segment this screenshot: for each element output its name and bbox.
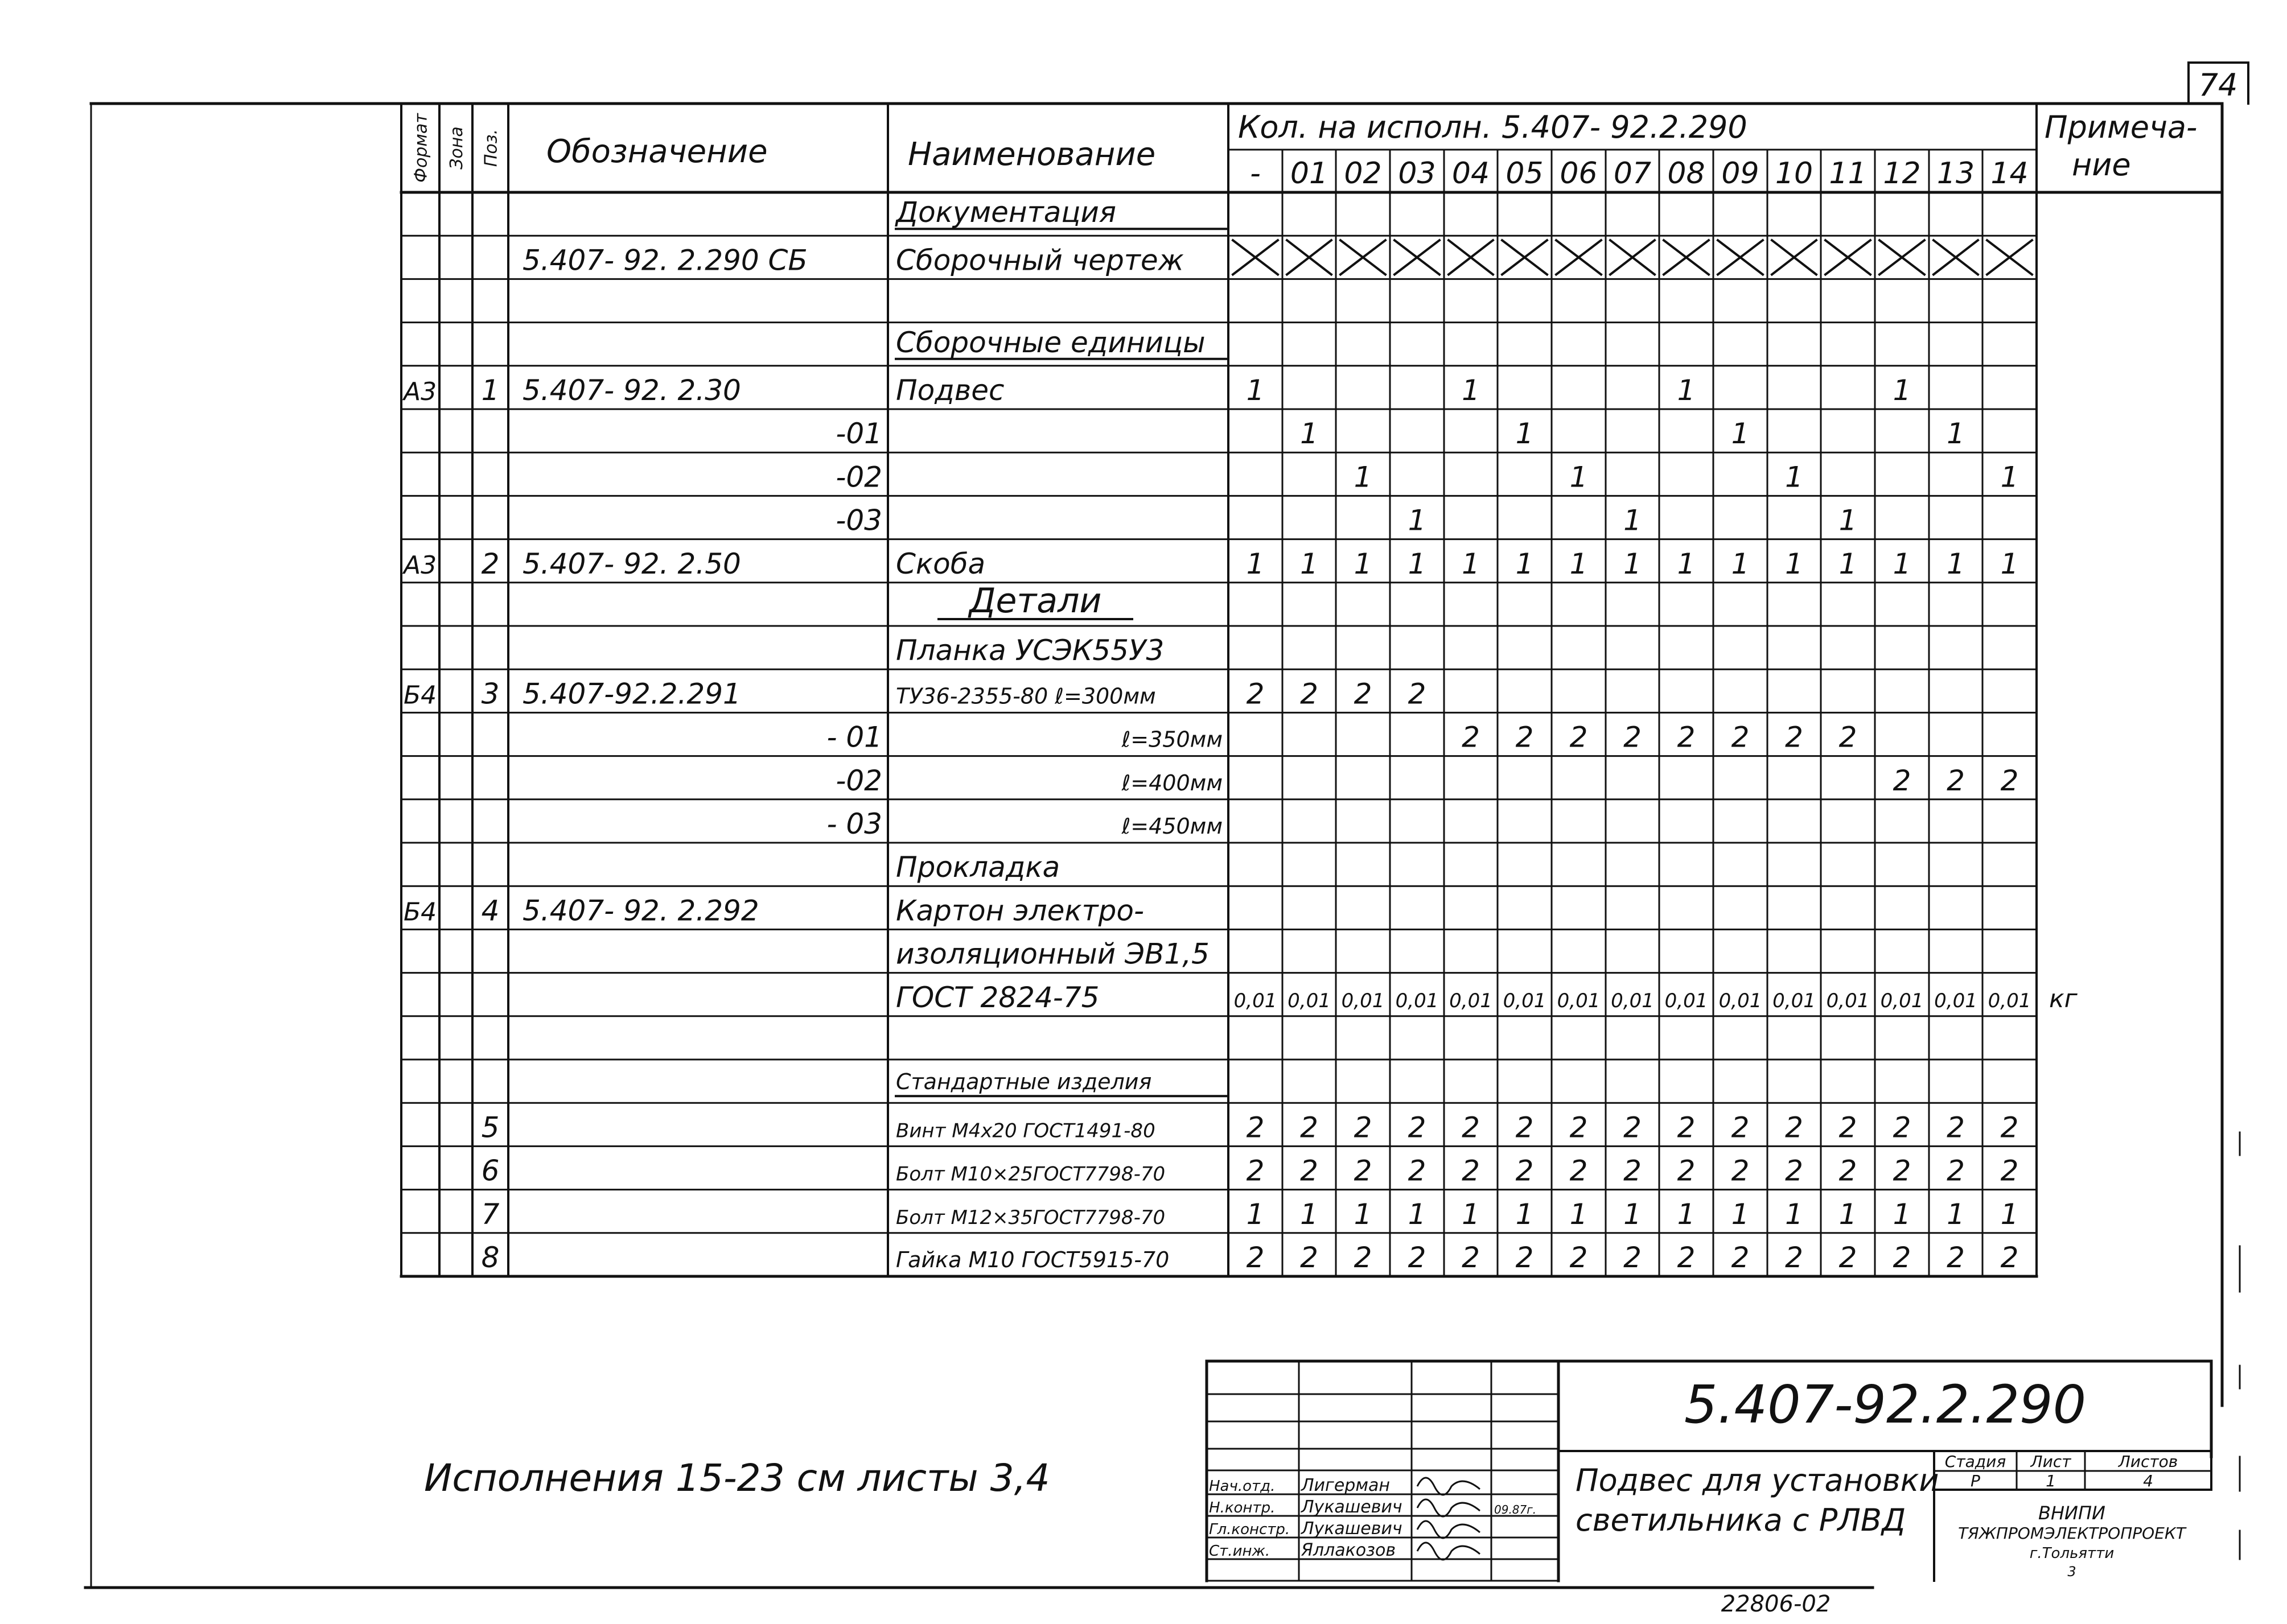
table-row [482, 1241, 2019, 1274]
qty-value: 0,01 [1664, 989, 1708, 1012]
signature-scribble [1417, 1478, 1480, 1495]
cell-pos: 7 [481, 1197, 500, 1231]
qty-value: 2 [1300, 677, 1318, 711]
qty-value: 0,01 [1341, 989, 1385, 1012]
cell-name: Гайка М10 ГОСТ5915-70 [896, 1247, 1170, 1272]
qty-value: 2 [1246, 1111, 1265, 1144]
page-number: 74 [2198, 67, 2238, 103]
title-block [1207, 1361, 2211, 1581]
qty-value: 0,01 [1233, 989, 1277, 1012]
qty-value: 1 [1677, 374, 1696, 407]
qty-value: 0,01 [1880, 989, 1924, 1012]
signature-entry [1209, 1540, 1480, 1560]
qty-value: 2 [1677, 1154, 1696, 1188]
qty-value: 2 [2000, 1154, 2019, 1188]
qty-value: 1 [1785, 460, 1803, 494]
qty-value: 2 [1462, 1111, 1480, 1144]
qty-value: 1 [1354, 460, 1372, 494]
qty-value: 2 [1677, 1111, 1696, 1144]
organization-stamp [1958, 1502, 2187, 1580]
qty-value: 2 [1947, 1241, 1965, 1274]
cell-name: ℓ=450мм [1121, 814, 1223, 839]
cell-designation: 5.407- 92. 2.30 [523, 374, 741, 407]
variant-header-5: 05 [1506, 156, 1544, 191]
table-row [482, 1198, 2019, 1231]
cell-name: Подвес [896, 374, 1005, 407]
document-code: 5.407-92.2.290 [1684, 1374, 2087, 1435]
document-title-line1: Подвес для установки [1576, 1462, 1939, 1498]
table-row [896, 1069, 1226, 1096]
signature-name: Яллакозов [1301, 1540, 1396, 1560]
qty-value: 1 [1462, 1197, 1480, 1231]
variants-note: Исполнения 15-23 см листы 3,4 [424, 1456, 1050, 1500]
qty-value: 2 [1785, 1154, 1803, 1188]
qty-cross-mark [1610, 240, 1655, 274]
qty-value: 1 [2000, 1197, 2019, 1231]
qty-cross-mark [1287, 240, 1331, 274]
qty-value: 2 [1731, 720, 1750, 754]
qty-value: 2 [1515, 1241, 1534, 1274]
qty-value: 1 [1515, 417, 1534, 451]
qty-cross-mark [1718, 240, 1763, 274]
qty-value: 2 [1300, 1241, 1318, 1274]
qty-value: 2 [1354, 1241, 1372, 1274]
specification-table [401, 104, 2222, 1276]
cell-name: изоляционный ЭВ1,5 [896, 937, 1210, 971]
variant-header-7: 07 [1613, 156, 1652, 191]
qty-value: 1 [2000, 460, 2019, 494]
document-title-line2: светильника с РЛВД [1576, 1502, 1906, 1538]
qty-value: 1 [1300, 547, 1318, 580]
qty-cross-mark [1233, 240, 1278, 274]
cell-name: ℓ=350мм [1121, 727, 1223, 752]
table-row [482, 1155, 2019, 1188]
cell-designation: 5.407- 92. 2.290 СБ [523, 244, 808, 277]
cell-name: ГОСТ 2824-75 [896, 980, 1100, 1014]
cell-designation: - 01 [826, 720, 882, 754]
table-row [826, 807, 1223, 840]
qty-value: 1 [1623, 1197, 1642, 1231]
variant-header-10: 10 [1775, 156, 1813, 191]
qty-value: 1 [1731, 1197, 1750, 1231]
qty-value: 0,01 [1288, 989, 1331, 1012]
qty-cross-mark [1825, 240, 1870, 274]
variant-header-14: 14 [1990, 156, 2029, 191]
cell-name: ТУ36-2355-80 ℓ=300мм [896, 683, 1156, 709]
qty-value: 1 [1947, 1197, 1965, 1231]
cell-designation: 5.407- 92. 2.292 [523, 894, 759, 928]
qty-value: 2 [1515, 1111, 1534, 1144]
qty-value: 1 [1838, 1197, 1857, 1231]
signature-role: Ст.инж. [1209, 1543, 1270, 1560]
qty-value: 1 [1408, 504, 1426, 537]
qty-cross-mark [1772, 240, 1816, 274]
qty-value: 0,01 [1503, 989, 1546, 1012]
qty-cross-mark [1879, 240, 1924, 274]
cell-name: Скоба [896, 547, 986, 580]
qty-value: 2 [1354, 1111, 1372, 1144]
sheet-label: Лист [2030, 1452, 2071, 1471]
variant-header-13: 13 [1936, 156, 1975, 191]
qty-value: 2 [1785, 720, 1803, 754]
header-note-line1: Примеча- [2045, 109, 2198, 145]
qty-value: 2 [2000, 1241, 2019, 1274]
qty-value: 0,01 [1772, 989, 1816, 1012]
qty-value: 2 [1623, 1154, 1642, 1188]
qty-value: 2 [1838, 1154, 1857, 1188]
qty-value: 2 [1785, 1111, 1803, 1144]
cell-pos: 4 [481, 894, 500, 928]
signature-role: Нач.отд. [1209, 1478, 1276, 1495]
qty-value: 1 [1300, 417, 1318, 451]
qty-value: 2 [1731, 1111, 1750, 1144]
org-line2: ТЯЖПРОМЭЛЕКТРОПРОЕКТ [1958, 1524, 2186, 1543]
signature-name: Лигерман [1301, 1475, 1390, 1495]
table-row [523, 240, 2032, 277]
qty-value: 1 [1408, 547, 1426, 580]
variant-header-1: 01 [1290, 156, 1328, 191]
stage-value: Р [1971, 1472, 1980, 1490]
qty-value: 2 [1623, 720, 1642, 754]
signature-name: Лукашевич [1301, 1497, 1402, 1517]
cell-format: Б4 [404, 897, 437, 927]
signature-role: Н.контр. [1209, 1499, 1276, 1516]
qty-value: 0,01 [1934, 989, 1977, 1012]
qty-value: 0,01 [1395, 989, 1439, 1012]
qty-value: 1 [1893, 374, 1911, 407]
stage-label: Стадия [1944, 1452, 2006, 1471]
qty-value: 2 [1893, 1241, 1911, 1274]
qty-value: 2 [1947, 1154, 1965, 1188]
qty-value: 2 [1677, 1241, 1696, 1274]
qty-value: 1 [1354, 1197, 1372, 1231]
variant-header-6: 06 [1560, 156, 1598, 191]
qty-value: 0,01 [1718, 989, 1762, 1012]
cell-designation: 5.407- 92. 2.50 [523, 547, 741, 580]
qty-value: 1 [1354, 547, 1372, 580]
header-pos: Поз. [481, 129, 501, 167]
qty-value: 2 [1677, 720, 1696, 754]
qty-value: 2 [1462, 1241, 1480, 1274]
qty-cross-mark [1987, 240, 2032, 274]
table-row [895, 196, 1226, 229]
qty-value: 2 [2000, 764, 2019, 797]
qty-value: 2 [1246, 1241, 1265, 1274]
qty-value: 0,01 [1611, 989, 1654, 1012]
cell-pos: 3 [481, 677, 500, 711]
cell-designation: - 03 [826, 807, 882, 840]
cell-designation: 5.407-92.2.291 [523, 677, 741, 711]
cell-pos: 6 [481, 1154, 500, 1188]
cell-name: Сборочные единицы [896, 325, 1206, 359]
qty-value: 1 [1785, 547, 1803, 580]
qty-value: 2 [1623, 1241, 1642, 1274]
signature-entry [1209, 1519, 1480, 1539]
variant-header-11: 11 [1829, 156, 1867, 191]
qty-value: 2 [1515, 720, 1534, 754]
qty-value: 2 [1462, 1154, 1480, 1188]
qty-value: 2 [1569, 1154, 1588, 1188]
cell-name: Сборочный чертеж [896, 244, 1184, 277]
qty-value: 2 [1569, 1241, 1588, 1274]
qty-value: 2 [1462, 720, 1480, 754]
qty-value: 1 [1246, 374, 1265, 407]
qty-value: 2 [1623, 1111, 1642, 1144]
table-row [896, 981, 2078, 1014]
header-name: Наименование [908, 136, 1156, 173]
qty-value: 2 [1838, 1111, 1857, 1144]
qty-value: 1 [1838, 504, 1857, 537]
signature-name: Лукашевич [1301, 1519, 1402, 1539]
cell-note: кг [2049, 984, 2078, 1013]
archive-number: 22806-02 [1721, 1591, 1831, 1617]
table-row [826, 721, 1857, 754]
cell-name: Винт М4х20 ГОСТ1491-80 [896, 1119, 1155, 1143]
signature-scribble [1417, 1543, 1480, 1560]
qty-value: 2 [1246, 677, 1265, 711]
qty-value: 1 [1893, 1197, 1911, 1231]
variant-header-3: 03 [1398, 156, 1436, 191]
qty-value: 2 [1515, 1154, 1534, 1188]
qty-value: 1 [1462, 374, 1480, 407]
qty-value: 1 [1838, 547, 1857, 580]
qty-value: 1 [1677, 1197, 1696, 1231]
table-row [896, 326, 1226, 359]
qty-cross-mark [1934, 240, 1978, 274]
signature-entry [1209, 1497, 1480, 1517]
header-note-line2: ние [2072, 147, 2131, 183]
table-row [482, 1111, 2019, 1144]
variant-header-0: - [1250, 156, 1261, 191]
signature-scribble [1417, 1521, 1480, 1538]
approval-date: 09.87г. [1494, 1503, 1537, 1516]
variant-header-2: 02 [1344, 156, 1382, 191]
table-row [402, 374, 1911, 407]
cell-name: Детали [969, 581, 1102, 621]
cell-name: Прокладка [896, 851, 1060, 884]
qty-cross-mark [1449, 240, 1493, 274]
sheets-label: Листов [2118, 1452, 2178, 1471]
qty-value: 2 [1731, 1154, 1750, 1188]
qty-value: 1 [1246, 547, 1265, 580]
qty-cross-mark [1556, 240, 1601, 274]
qty-value: 1 [1569, 547, 1588, 580]
qty-value: 1 [1515, 1197, 1534, 1231]
qty-value: 1 [1569, 460, 1588, 494]
qty-value: 0,01 [1557, 989, 1601, 1012]
qty-value: 2 [1731, 1241, 1750, 1274]
cell-name: Планка УСЭК55У3 [896, 634, 1165, 667]
cell-designation: -02 [836, 764, 882, 797]
cell-pos: 1 [481, 374, 500, 407]
sheet-value: 1 [2046, 1472, 2056, 1490]
qty-value: 1 [2000, 547, 2019, 580]
qty-value: 0,01 [1988, 989, 2031, 1012]
qty-cross-mark [1340, 240, 1385, 274]
header-format: Формат [411, 113, 431, 183]
qty-value: 2 [1893, 764, 1911, 797]
qty-value: 1 [1893, 547, 1911, 580]
qty-cross-mark [1502, 240, 1547, 274]
qty-value: 2 [1838, 720, 1857, 754]
cell-name: Болт М10×25ГОСТ7798-70 [896, 1163, 1166, 1186]
table-row [896, 938, 1210, 971]
cell-format: А3 [404, 550, 437, 580]
table-row [402, 547, 2018, 580]
header-designation: Обозначение [546, 133, 768, 170]
table-row [939, 581, 1132, 621]
qty-value: 2 [1785, 1241, 1803, 1274]
qty-value: 1 [1785, 1197, 1803, 1231]
qty-value: 1 [1246, 1197, 1265, 1231]
table-row [836, 504, 1857, 537]
qty-value: 1 [1623, 547, 1642, 580]
qty-value: 1 [1947, 417, 1965, 451]
header-qty-title: Кол. на исполн. 5.407- 92.2.290 [1238, 109, 1747, 145]
variant-header-12: 12 [1883, 156, 1921, 191]
org-line4: 3 [2067, 1564, 2076, 1580]
qty-value: 2 [1408, 1111, 1426, 1144]
qty-cross-mark [1664, 240, 1709, 274]
variant-header-8: 08 [1667, 156, 1705, 191]
signature-role: Гл.констр. [1209, 1521, 1290, 1538]
cell-designation: -03 [836, 504, 882, 537]
org-line3: г.Тольятти [2029, 1545, 2115, 1562]
qty-value: 0,01 [1449, 989, 1492, 1012]
cell-name: ℓ=400мм [1121, 770, 1223, 795]
variant-header-4: 04 [1451, 156, 1490, 191]
signature-scribble [1417, 1499, 1480, 1516]
qty-value: 1 [1462, 547, 1480, 580]
cell-name: Документация [896, 196, 1116, 229]
qty-value: 2 [2000, 1111, 2019, 1144]
qty-value: 2 [1947, 764, 1965, 797]
cell-pos: 5 [481, 1111, 500, 1144]
table-row [896, 851, 1060, 884]
qty-value: 2 [1947, 1111, 1965, 1144]
cell-name: Стандартные изделия [896, 1069, 1152, 1095]
table-row [404, 894, 1144, 927]
qty-value: 2 [1408, 1154, 1426, 1188]
qty-value: 1 [1731, 547, 1750, 580]
cell-name: Картон электро- [896, 894, 1145, 928]
table-row [404, 677, 1426, 710]
variant-header-9: 09 [1721, 156, 1759, 191]
qty-value: 1 [1947, 547, 1965, 580]
cell-format: А3 [404, 377, 437, 406]
qty-value: 1 [1677, 547, 1696, 580]
qty-value: 2 [1354, 677, 1372, 711]
qty-value: 2 [1569, 1111, 1588, 1144]
table-row [836, 460, 2018, 493]
qty-value: 1 [1731, 417, 1750, 451]
qty-value: 2 [1893, 1111, 1911, 1144]
qty-value: 2 [1354, 1154, 1372, 1188]
cell-pos: 2 [481, 547, 500, 580]
qty-value: 2 [1300, 1111, 1318, 1144]
qty-value: 2 [1408, 677, 1426, 711]
cell-pos: 8 [481, 1241, 500, 1274]
cell-name: Болт М12×35ГОСТ7798-70 [896, 1206, 1166, 1229]
qty-value: 2 [1838, 1241, 1857, 1274]
qty-value: 1 [1408, 1197, 1426, 1231]
org-line1: ВНИПИ [2038, 1502, 2105, 1524]
table-row [836, 764, 2018, 797]
qty-value: 2 [1246, 1154, 1265, 1188]
qty-value: 0,01 [1826, 989, 1870, 1012]
cell-designation: -02 [836, 460, 882, 494]
qty-value: 2 [1300, 1154, 1318, 1188]
qty-value: 1 [1569, 1197, 1588, 1231]
qty-value: 2 [1408, 1241, 1426, 1274]
table-row [836, 417, 1965, 450]
qty-value: 2 [1569, 720, 1588, 754]
cell-format: Б4 [404, 681, 437, 710]
qty-value: 1 [1300, 1197, 1318, 1231]
table-row [896, 634, 1164, 667]
cell-designation: -01 [836, 417, 882, 451]
sheets-value: 4 [2143, 1472, 2153, 1490]
header-zone: Зона [447, 126, 467, 170]
qty-value: 1 [1623, 504, 1642, 537]
qty-value: 2 [1893, 1154, 1911, 1188]
qty-cross-mark [1395, 240, 1439, 274]
qty-value: 1 [1515, 547, 1534, 580]
signature-entry [1209, 1475, 1480, 1495]
